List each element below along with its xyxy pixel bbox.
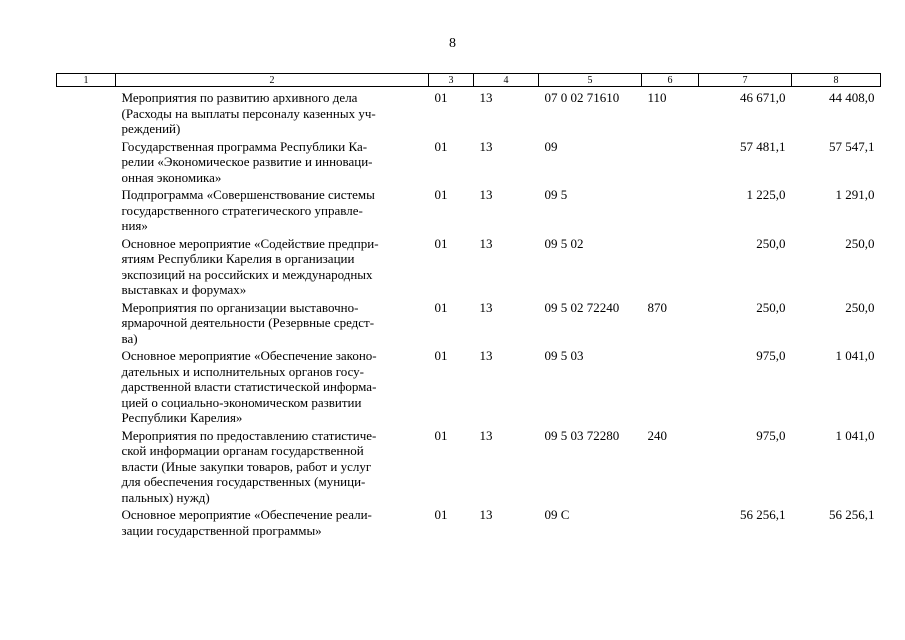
cell-name-line: Мероприятия по предоставлению статистиче-	[121, 427, 377, 443]
cell-name-line: Подпрограмма «Совершенствование системы	[121, 187, 375, 202]
cell-name-line: Мероприятия по организации выставочно-	[121, 299, 359, 315]
cell-name	[116, 187, 429, 236]
cell-name-line: государственного стратегического управле-	[121, 202, 363, 218]
cell-name	[116, 300, 429, 349]
header-col-7: 7	[699, 74, 792, 87]
cell-empty	[57, 236, 116, 300]
cell-subsection: 13	[479, 348, 493, 363]
cell-subsection: 13	[479, 235, 493, 251]
cell-name-line: власти (Иные закупки товаров, работ и услуг	[121, 458, 372, 474]
cell-name-line: Государственная программа Республики Ка-	[121, 138, 368, 154]
table-row	[57, 507, 881, 540]
header-col-8: 8	[792, 74, 881, 87]
table-row	[57, 139, 881, 188]
cell-expense-type: 240	[647, 427, 667, 443]
cell-empty	[57, 348, 116, 428]
header-col-5: 5	[539, 74, 642, 87]
cell-sum-year-2: 1 291,0	[835, 187, 875, 202]
cell-name-line: ярмарочной деятельности (Резервные средст-	[121, 315, 375, 330]
cell-name	[116, 507, 429, 540]
cell-name-line: выставках и форумах»	[121, 282, 247, 297]
cell-section: 01	[434, 507, 448, 522]
cell-sum-year-2: 57 547,1	[829, 138, 875, 154]
cell-sum-year-1: 56 256,1	[740, 507, 786, 522]
cell-section: 01	[434, 348, 448, 363]
cell-sum-year-2: 44 408,0	[829, 90, 875, 105]
header-col-3: 3	[429, 74, 474, 87]
cell-target-item: 09 5 02	[544, 235, 584, 251]
cell-expense-type	[642, 507, 699, 540]
table-row	[57, 236, 881, 300]
cell-sum-year-1: 46 671,0	[740, 90, 786, 105]
cell-section: 01	[434, 235, 448, 251]
cell-section: 01	[434, 138, 448, 154]
cell-name-line: ятиям Республики Карелия в организации	[121, 251, 355, 266]
table-row	[57, 300, 881, 349]
cell-name	[116, 428, 429, 508]
cell-expense-type: 870	[647, 299, 667, 315]
cell-empty	[57, 139, 116, 188]
cell-name-line: (Расходы на выплаты персоналу казенных уч-	[121, 105, 376, 121]
page-number: 8	[449, 36, 456, 51]
cell-subsection: 13	[479, 90, 493, 105]
cell-name-line: Мероприятия по развитию архивного дела	[121, 90, 358, 105]
cell-sum-year-2: 1 041,0	[835, 427, 875, 443]
header-col-1: 1	[57, 74, 116, 87]
table-row	[57, 87, 881, 139]
cell-name-line: дательных и исполнительных органов госу-	[121, 363, 364, 379]
cell-target-item: 09 5 02 72240	[544, 299, 620, 315]
cell-name-line: Основное мероприятие «Обеспечение законо-	[121, 348, 377, 363]
header-col-4: 4	[474, 74, 539, 87]
cell-subsection: 13	[479, 507, 493, 522]
cell-target-item: 07 0 02 71610	[544, 90, 620, 105]
cell-empty	[57, 507, 116, 540]
cell-sum-year-2: 250,0	[845, 235, 875, 251]
cell-name-line: онная экономика»	[121, 169, 222, 185]
cell-subsection: 13	[479, 427, 493, 443]
cell-sum-year-2: 56 256,1	[829, 507, 875, 522]
cell-expense-type: 110	[647, 90, 667, 105]
cell-name	[116, 236, 429, 300]
cell-expense-type	[642, 348, 699, 428]
cell-empty	[57, 428, 116, 508]
header-col-6: 6	[642, 74, 699, 87]
cell-name-line: дарственной власти статистической информа-	[121, 379, 377, 394]
cell-target-item: 09 С	[544, 507, 570, 522]
cell-subsection: 13	[479, 187, 493, 202]
cell-expense-type	[642, 139, 699, 188]
cell-sum-year-1: 1 225,0	[746, 187, 786, 202]
cell-section: 01	[434, 90, 448, 105]
cell-expense-type	[642, 236, 699, 300]
table-row	[57, 428, 881, 508]
table-row	[57, 187, 881, 236]
cell-name-line: ния»	[121, 218, 148, 233]
cell-name-line: ской информации органам государственной	[121, 443, 364, 458]
cell-name	[116, 87, 429, 139]
cell-sum-year-1: 975,0	[756, 427, 786, 443]
cell-name-line: реждений)	[121, 121, 181, 136]
cell-sum-year-1: 975,0	[756, 348, 786, 363]
cell-name-line: для обеспечения государственных (муници-	[121, 474, 366, 489]
cell-empty	[57, 87, 116, 139]
cell-name-line: ва)	[121, 330, 138, 346]
cell-name	[116, 139, 429, 188]
cell-target-item: 09 5 03 72280	[544, 427, 620, 443]
cell-sum-year-2: 250,0	[845, 299, 875, 315]
cell-empty	[57, 187, 116, 236]
cell-name	[116, 348, 429, 428]
cell-name-line: Основное мероприятие «Обеспечение реали-	[121, 507, 372, 522]
cell-empty	[57, 300, 116, 349]
cell-name-line: цией о социально-экономическом развитии	[121, 394, 362, 410]
cell-sum-year-1: 57 481,1	[740, 138, 786, 154]
cell-name-line: Основное мероприятие «Содействие предпри-	[121, 235, 379, 251]
budget-table	[56, 73, 881, 540]
cell-expense-type	[642, 187, 699, 236]
cell-sum-year-1: 250,0	[756, 299, 786, 315]
header-row	[57, 74, 881, 87]
cell-sum-year-2: 1 041,0	[835, 348, 875, 363]
cell-target-item: 09 5 03	[544, 348, 584, 363]
cell-name-line: релии «Экономическое развитие и инноваци-	[121, 154, 373, 169]
cell-section: 01	[434, 427, 448, 443]
cell-sum-year-1: 250,0	[756, 235, 786, 251]
cell-name-line: экспозиций на российских и международных	[121, 266, 373, 282]
cell-section: 01	[434, 299, 448, 315]
cell-subsection: 13	[479, 138, 493, 154]
cell-name-line: пальных) нужд)	[121, 489, 210, 505]
cell-name-line: Республики Карелия»	[121, 410, 243, 425]
cell-target-item: 09	[544, 138, 558, 154]
header-col-2: 2	[116, 74, 429, 87]
cell-section: 01	[434, 187, 448, 202]
table-row	[57, 348, 881, 428]
table-body	[57, 87, 881, 541]
cell-name-line: зации государственной программы»	[121, 522, 322, 538]
cell-target-item: 09 5	[544, 187, 568, 202]
cell-subsection: 13	[479, 299, 493, 315]
